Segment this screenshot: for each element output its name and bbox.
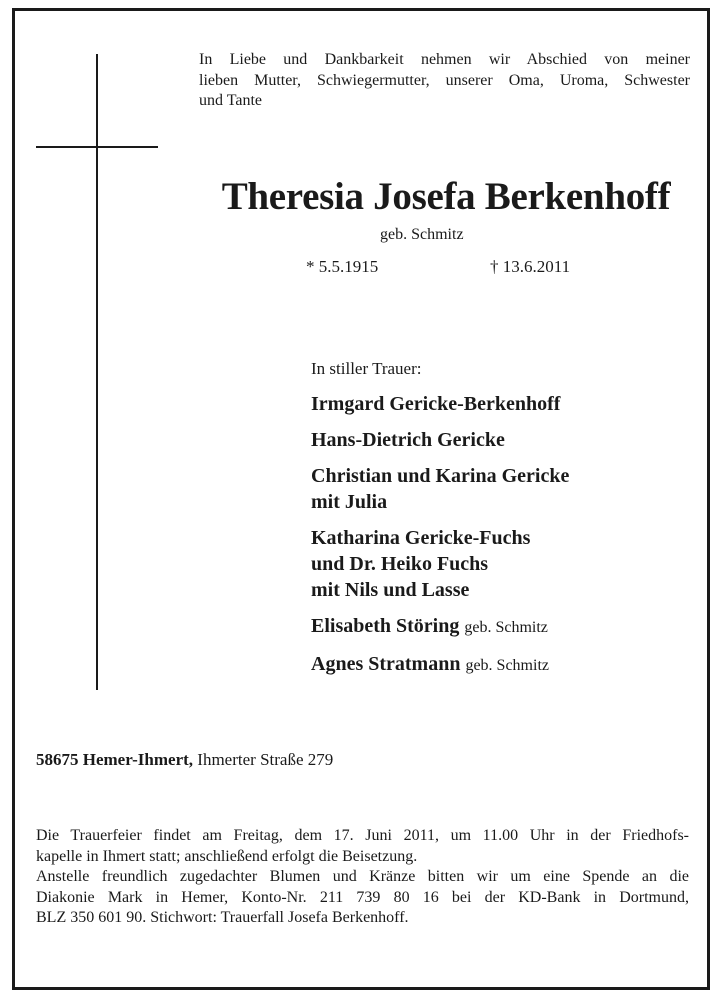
mourner-name: Elisabeth Störing (311, 615, 460, 637)
mourner-name-line: und Dr. Heiko Fuchs (311, 553, 489, 575)
intro-line: lieben Mutter, Schwiegermutter, unserer Oma, Uroma, Schwester (199, 71, 690, 89)
intro-line: und Tante (199, 92, 263, 109)
footer-line: Anstelle freundlich zugedachter Blumen und Kränze bitten wir um eine Spende an die (36, 868, 689, 885)
mourner-name-line: mit Julia (311, 491, 388, 513)
footer-line: kapelle in Ihmert statt; anschließend erfolgt die Beisetzung. (36, 847, 418, 865)
funeral-information (36, 826, 689, 929)
intro-text (199, 50, 690, 112)
mourner-name-line: mit Nils und Lasse (311, 579, 470, 601)
mourner-birth-name: geb. Schmitz (464, 619, 548, 636)
mourning-label: In stiller Trauer: (311, 359, 422, 378)
intro-line: In Liebe und Dankbarkeit nehmen wir Abschied von meiner (199, 51, 690, 68)
mourner-name: Hans-Dietrich Gericke (311, 429, 505, 451)
mourner-birth-name: geb. Schmitz (465, 657, 549, 674)
deceased-birth-name: geb. Schmitz (380, 226, 464, 243)
mourner-entry (311, 613, 701, 641)
footer-line: BLZ 350 601 90. Stichwort: Trauerfall Josefa Berkenhoff. (36, 909, 409, 926)
footer-line: Die Trauerfeier findet am Freitag, dem 17. Juni 2011, um 11.00 Uhr in der Friedhofs- (36, 827, 689, 844)
mourner-name: Irmgard Gericke-Berkenhoff (311, 393, 561, 415)
mourner-entry (311, 463, 701, 515)
address-city: 58675 Hemer-Ihmert, (36, 750, 194, 769)
mourner-entry (311, 525, 701, 603)
death-date: † 13.6.2011 (490, 257, 571, 276)
cross-vertical-bar (96, 54, 98, 690)
footer-line: Diakonie Mark in Hemer, Konto-Nr. 211 739 80 16 bei der KD-Bank in Dortmund, (36, 888, 689, 906)
mourner-entry (311, 427, 701, 453)
birth-date: * 5.5.1915 (306, 257, 379, 276)
mourner-list (311, 391, 701, 689)
mourner-name: Katharina Gericke-Fuchs (311, 527, 531, 549)
family-address (36, 750, 333, 770)
mourner-name: Christian und Karina Gericke (311, 465, 570, 487)
deceased-name: Theresia Josefa Berkenhoff (221, 175, 671, 218)
mourner-entry (311, 651, 701, 679)
cross-horizontal-bar (36, 146, 158, 148)
address-street: Ihmerter Straße 279 (197, 750, 334, 769)
mourner-name: Agnes Stratmann (311, 653, 461, 675)
mourner-entry (311, 391, 701, 417)
